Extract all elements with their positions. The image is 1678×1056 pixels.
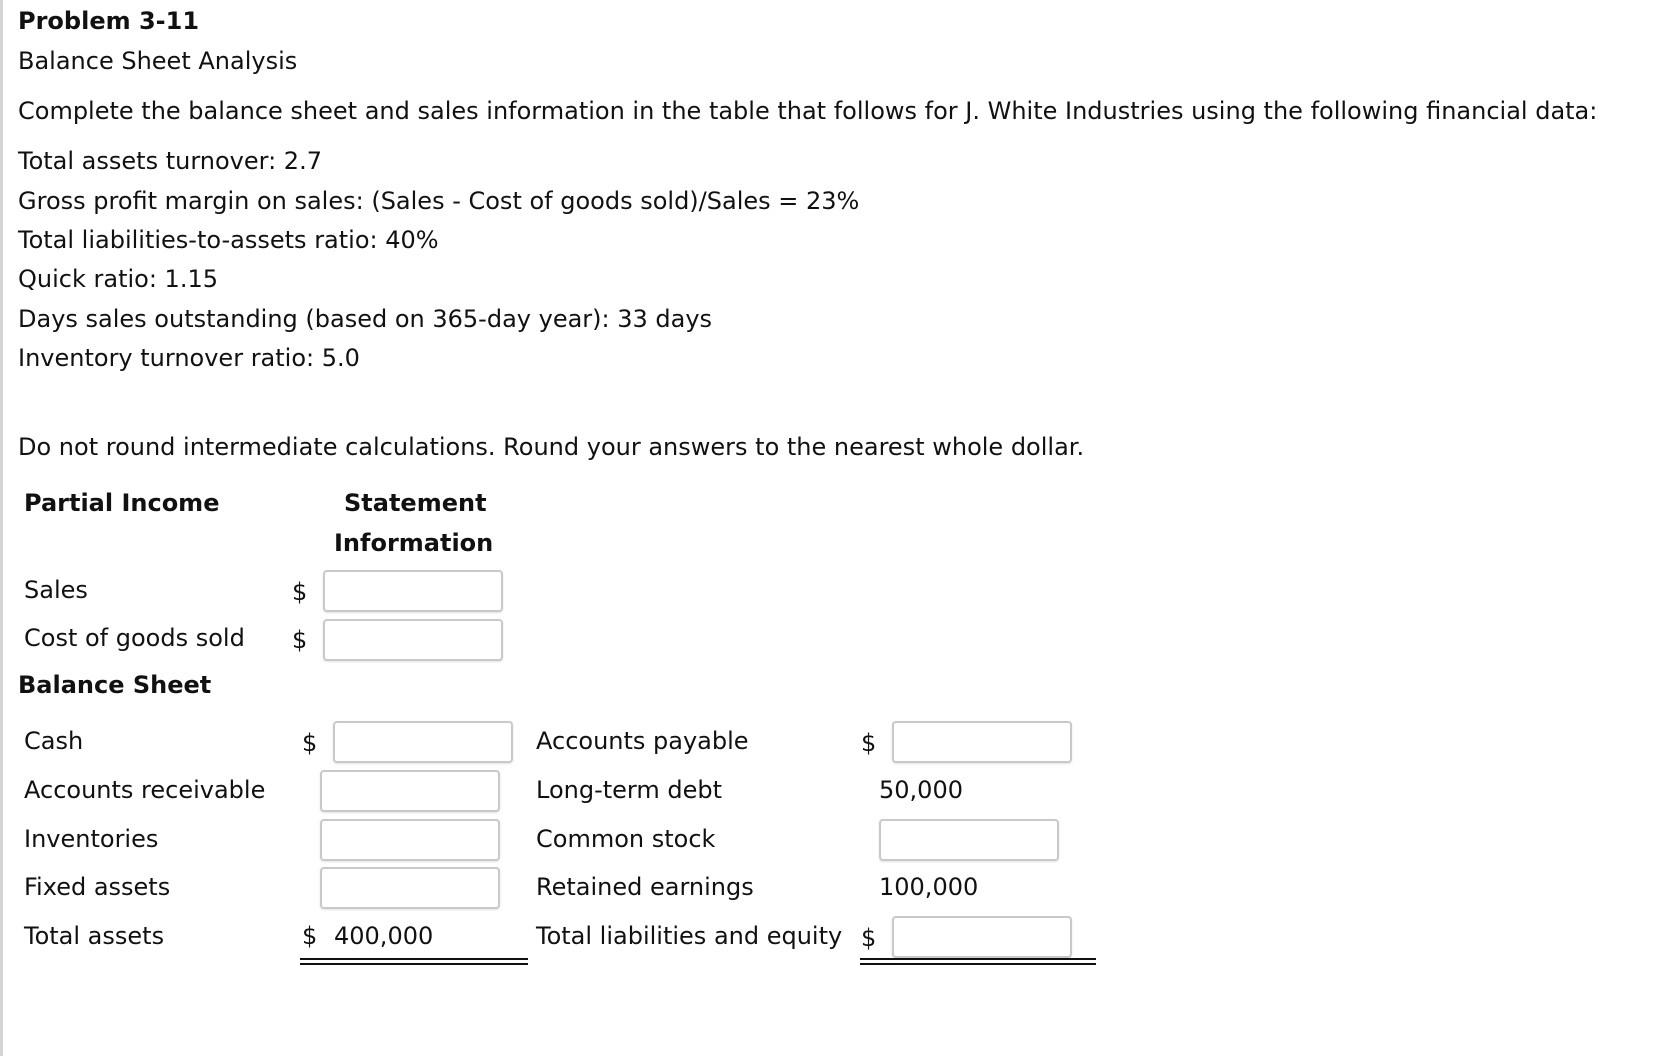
common-stock-input[interactable]: [879, 819, 1059, 861]
accounts-receivable-label: Accounts receivable: [24, 776, 266, 804]
accounts-receivable-input[interactable]: [320, 770, 500, 812]
accounts-payable-input[interactable]: [892, 721, 1072, 763]
total-liabilities-equity-input[interactable]: [892, 916, 1072, 958]
total-liabilities-equity-double-underline: [860, 958, 1096, 965]
fact-total-assets-turnover: Total assets turnover: 2.7: [18, 147, 322, 175]
fact-liabilities-to-assets: Total liabilities-to-assets ratio: 40%: [18, 226, 439, 254]
left-border: [0, 0, 3, 1056]
accounts-payable-label: Accounts payable: [536, 727, 749, 755]
problem-title: Problem 3-11: [18, 7, 200, 35]
cash-label: Cash: [24, 727, 84, 755]
accounts-payable-dollar-sign: $: [861, 729, 877, 757]
instruction-text: Do not round intermediate calculations. Round your answers to the nearest whole dollar.: [18, 433, 1085, 461]
total-liabilities-equity-dollar-sign: $: [861, 924, 877, 952]
sales-label: Sales: [24, 576, 88, 604]
fact-days-sales-outstanding: Days sales outstanding (based on 365-day year): 33 days: [18, 305, 713, 333]
cash-dollar-sign: $: [302, 729, 318, 757]
total-assets-double-underline: [300, 958, 528, 965]
total-assets-dollar-sign: $: [302, 922, 318, 950]
total-assets-value: 400,000: [334, 922, 434, 950]
cogs-label: Cost of goods sold: [24, 624, 245, 652]
prompt-text: Complete the balance sheet and sales information in the table that follows for J. White Industries using the following financial data:: [18, 97, 1598, 125]
retained-earnings-value: 100,000: [879, 873, 979, 901]
fact-gross-profit-margin: Gross profit margin on sales: (Sales - Cost of goods sold)/Sales = 23%: [18, 187, 860, 215]
cogs-dollar-sign: $: [292, 626, 308, 654]
sales-dollar-sign: $: [292, 578, 308, 606]
fact-inventory-turnover: Inventory turnover ratio: 5.0: [18, 344, 360, 372]
income-heading-right-2: Information: [334, 529, 494, 557]
cash-input[interactable]: [333, 721, 513, 763]
total-assets-label: Total assets: [24, 922, 165, 950]
total-liabilities-equity-label: Total liabilities and equity: [536, 922, 843, 950]
common-stock-label: Common stock: [536, 825, 716, 853]
long-term-debt-label: Long-term debt: [536, 776, 723, 804]
balance-sheet-heading: Balance Sheet: [18, 671, 212, 699]
fixed-assets-input[interactable]: [320, 867, 500, 909]
income-heading-left: Partial Income: [24, 489, 220, 517]
inventories-label: Inventories: [24, 825, 159, 853]
long-term-debt-value: 50,000: [879, 776, 963, 804]
cogs-input[interactable]: [323, 619, 503, 661]
inventories-input[interactable]: [320, 819, 500, 861]
retained-earnings-label: Retained earnings: [536, 873, 754, 901]
fact-quick-ratio: Quick ratio: 1.15: [18, 265, 218, 293]
problem-subtitle: Balance Sheet Analysis: [18, 47, 298, 75]
fixed-assets-label: Fixed assets: [24, 873, 171, 901]
income-heading-right-1: Statement: [344, 489, 487, 517]
sales-input[interactable]: [323, 570, 503, 612]
